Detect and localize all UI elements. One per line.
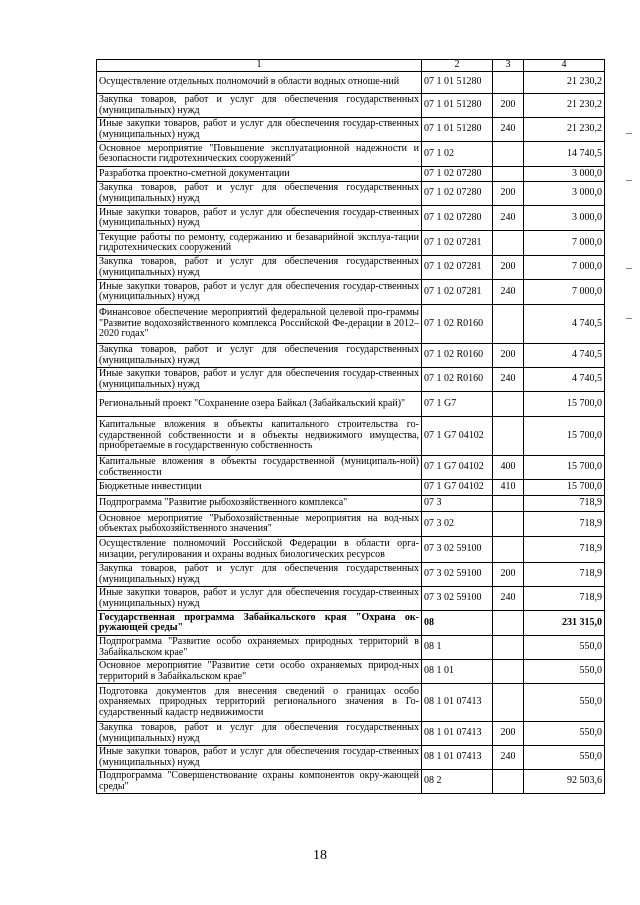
row-code-cell: 07 3 02 59100 — [422, 587, 493, 611]
row-code-cell: 07 1 02 R0160 — [422, 344, 493, 368]
row-expense-type-cell — [493, 660, 524, 684]
table-row — [97, 636, 605, 660]
row-name-cell: Закупка товаров, работ и услуг для обеспечения государственных (муниципальных) нужд — [97, 722, 422, 746]
row-name-cell: Подпрограмма "Совершенствование охраны компонентов окру-жающей среды" — [97, 770, 422, 794]
row-expense-type-cell: 410 — [493, 480, 524, 496]
row-sum-cell: 21 230,2 — [524, 118, 605, 142]
row-code-cell: 07 1 G7 04102 — [422, 417, 493, 456]
row-sum-cell: 4 740,5 — [524, 368, 605, 392]
row-name-cell: Капитальные вложения в объекты капитального строительства го-сударственной собственности и в объекты недвижимого имущества, приобретаемые в государственную собственность — [97, 417, 422, 456]
row-name-cell: Осуществление отдельных полномочий в области водных отноше-ний — [97, 72, 422, 94]
row-name-cell: Текущие работы по ремонту, содержанию и безаварийной эксплуа-тации гидротехнических сооружений — [97, 231, 422, 256]
table-row — [97, 305, 605, 344]
row-code-cell: 08 1 — [422, 636, 493, 660]
row-name-cell: Финансовое обеспечение мероприятий федеральной целевой про-граммы "Развитие водохозяйственного комплекса Российской Фе-дерации в 2012–2020 годах" — [97, 305, 422, 344]
row-code-cell: 07 1 02 R0160 — [422, 368, 493, 392]
table-row — [97, 344, 605, 368]
row-name-cell: Основное мероприятие "Повышение эксплуатационной надежности и безопасности гидротехнических сооружений" — [97, 142, 422, 167]
table-row — [97, 512, 605, 537]
row-name-cell: Закупка товаров, работ и услуг для обеспечения государственных (муниципальных) нужд — [97, 563, 422, 587]
row-name-cell: Подпрограмма "Развитие особо охраняемых природных территорий в Забайкальском крае" — [97, 636, 422, 660]
table-row — [97, 480, 605, 496]
row-code-cell: 07 1 G7 — [422, 392, 493, 417]
table-row — [97, 587, 605, 611]
row-expense-type-cell — [493, 496, 524, 512]
table-row — [97, 142, 605, 167]
row-expense-type-cell: 200 — [493, 344, 524, 368]
row-name-cell: Закупка товаров, работ и услуг для обеспечения государственных (муниципальных) нужд — [97, 344, 422, 368]
header-col-2: 2 — [422, 60, 493, 72]
row-expense-type-cell: 200 — [493, 563, 524, 587]
row-name-cell: Подпрограмма "Развитие рыбохозяйственного комплекса" — [97, 496, 422, 512]
table-row — [97, 256, 605, 280]
row-expense-type-cell — [493, 142, 524, 167]
row-name-cell: Разработка проектно-сметной документации — [97, 167, 422, 182]
row-name-cell: Закупка товаров, работ и услуг для обеспечения государственных (муниципальных) нужд — [97, 182, 422, 206]
scan-edge-mark — [626, 180, 632, 181]
table-row — [97, 722, 605, 746]
row-sum-cell: 231 315,0 — [524, 611, 605, 636]
row-expense-type-cell: 200 — [493, 94, 524, 118]
row-expense-type-cell — [493, 231, 524, 256]
row-code-cell: 07 3 02 59100 — [422, 563, 493, 587]
row-sum-cell: 550,0 — [524, 636, 605, 660]
row-expense-type-cell: 240 — [493, 368, 524, 392]
table-row — [97, 563, 605, 587]
budget-table-body — [97, 60, 605, 794]
row-sum-cell: 550,0 — [524, 684, 605, 722]
table-row — [97, 94, 605, 118]
row-sum-cell: 550,0 — [524, 746, 605, 770]
row-name-cell: Капитальные вложения в объекты государственной (муниципаль-ной) собственности — [97, 456, 422, 480]
table-row — [97, 611, 605, 636]
row-sum-cell: 7 000,0 — [524, 256, 605, 280]
row-code-cell: 07 3 — [422, 496, 493, 512]
row-name-cell: Государственная программа Забайкальского края "Охрана ок-ружающей среды" — [97, 611, 422, 636]
row-code-cell: 07 1 02 07281 — [422, 231, 493, 256]
row-sum-cell: 4 740,5 — [524, 344, 605, 368]
header-col-1: 1 — [97, 60, 422, 72]
row-sum-cell: 21 230,2 — [524, 72, 605, 94]
row-sum-cell: 3 000,0 — [524, 182, 605, 206]
row-sum-cell: 21 230,2 — [524, 94, 605, 118]
row-name-cell: Иные закупки товаров, работ и услуг для обеспечения государ-ственных (муниципальных) нужд — [97, 206, 422, 231]
row-code-cell: 08 1 01 07413 — [422, 684, 493, 722]
row-code-cell: 08 — [422, 611, 493, 636]
table-row — [97, 72, 605, 94]
table-row — [97, 280, 605, 305]
row-expense-type-cell: 200 — [493, 182, 524, 206]
row-code-cell: 07 3 02 — [422, 512, 493, 537]
row-sum-cell: 718,9 — [524, 563, 605, 587]
header-col-3: 3 — [493, 60, 524, 72]
page-number: 18 — [313, 848, 327, 863]
row-expense-type-cell — [493, 72, 524, 94]
row-expense-type-cell: 240 — [493, 746, 524, 770]
row-sum-cell: 718,9 — [524, 512, 605, 537]
row-name-cell: Иные закупки товаров, работ и услуг для обеспечения государ-ственных (муниципальных) нужд — [97, 587, 422, 611]
row-name-cell: Закупка товаров, работ и услуг для обеспечения государственных (муниципальных) нужд — [97, 256, 422, 280]
budget-table — [96, 59, 605, 794]
row-expense-type-cell — [493, 512, 524, 537]
table-row — [97, 392, 605, 417]
table-row — [97, 118, 605, 142]
row-expense-type-cell: 240 — [493, 280, 524, 305]
row-code-cell: 07 1 01 51280 — [422, 72, 493, 94]
row-sum-cell: 718,9 — [524, 496, 605, 512]
row-code-cell: 08 1 01 07413 — [422, 746, 493, 770]
row-sum-cell: 550,0 — [524, 722, 605, 746]
table-header-row — [97, 60, 605, 72]
table-row — [97, 182, 605, 206]
row-code-cell: 07 1 01 51280 — [422, 94, 493, 118]
row-expense-type-cell — [493, 417, 524, 456]
table-row — [97, 206, 605, 231]
table-row — [97, 684, 605, 722]
scan-edge-mark — [626, 133, 632, 134]
row-expense-type-cell: 200 — [493, 256, 524, 280]
row-sum-cell: 3 000,0 — [524, 167, 605, 182]
row-expense-type-cell: 240 — [493, 587, 524, 611]
row-name-cell: Иные закупки товаров, работ и услуг для обеспечения государ-ственных (муниципальных) нужд — [97, 118, 422, 142]
header-col-4: 4 — [524, 60, 605, 72]
row-expense-type-cell: 400 — [493, 456, 524, 480]
row-sum-cell: 3 000,0 — [524, 206, 605, 231]
row-expense-type-cell — [493, 167, 524, 182]
row-sum-cell: 14 740,5 — [524, 142, 605, 167]
row-name-cell: Закупка товаров, работ и услуг для обеспечения государственных (муниципальных) нужд — [97, 94, 422, 118]
scan-edge-mark — [626, 318, 632, 319]
scan-edge-mark — [626, 268, 632, 269]
table-row — [97, 496, 605, 512]
row-code-cell: 07 1 02 07281 — [422, 256, 493, 280]
table-row — [97, 456, 605, 480]
table-row — [97, 770, 605, 794]
row-expense-type-cell — [493, 392, 524, 417]
row-code-cell: 07 3 02 59100 — [422, 537, 493, 563]
table-row — [97, 746, 605, 770]
row-name-cell: Иные закупки товаров, работ и услуг для обеспечения государ-ственных (муниципальных) нужд — [97, 368, 422, 392]
row-name-cell: Региональный проект "Сохранение озера Байкал (Забайкальский край)" — [97, 392, 422, 417]
row-code-cell: 08 1 01 07413 — [422, 722, 493, 746]
row-expense-type-cell — [493, 636, 524, 660]
row-name-cell: Иные закупки товаров, работ и услуг для обеспечения государ-ственных (муниципальных) нужд — [97, 280, 422, 305]
row-name-cell: Подготовка документов для внесения сведений о границах особо охраняемых природных территорий регионального значения в Го-сударственный кадастр недвижимости — [97, 684, 422, 722]
row-sum-cell: 15 700,0 — [524, 480, 605, 496]
row-code-cell: 07 1 01 51280 — [422, 118, 493, 142]
row-sum-cell: 15 700,0 — [524, 417, 605, 456]
row-sum-cell: 7 000,0 — [524, 280, 605, 305]
row-code-cell: 07 1 02 07280 — [422, 167, 493, 182]
row-expense-type-cell: 240 — [493, 118, 524, 142]
row-name-cell: Основное мероприятие "Рыбохозяйственные мероприятия на вод-ных объектах рыбохозяйственного значения" — [97, 512, 422, 537]
table-row — [97, 167, 605, 182]
row-code-cell: 08 1 01 — [422, 660, 493, 684]
row-expense-type-cell: 240 — [493, 206, 524, 231]
row-expense-type-cell — [493, 305, 524, 344]
row-sum-cell: 15 700,0 — [524, 392, 605, 417]
row-name-cell: Иные закупки товаров, работ и услуг для обеспечения государ-ственных (муниципальных) нужд — [97, 746, 422, 770]
row-code-cell: 07 1 02 — [422, 142, 493, 167]
row-sum-cell: 15 700,0 — [524, 456, 605, 480]
row-name-cell: Основное мероприятие "Развитие сети особо охраняемых природ-ных территорий в Забайкальском крае" — [97, 660, 422, 684]
table-row — [97, 231, 605, 256]
row-expense-type-cell: 200 — [493, 722, 524, 746]
row-expense-type-cell — [493, 611, 524, 636]
row-sum-cell: 4 740,5 — [524, 305, 605, 344]
table-row — [97, 537, 605, 563]
row-expense-type-cell — [493, 684, 524, 722]
row-code-cell: 07 1 02 R0160 — [422, 305, 493, 344]
row-code-cell: 07 1 G7 04102 — [422, 480, 493, 496]
table-row — [97, 660, 605, 684]
row-code-cell: 07 1 02 07280 — [422, 206, 493, 231]
table-row — [97, 368, 605, 392]
row-name-cell: Бюджетные инвестиции — [97, 480, 422, 496]
row-sum-cell: 550,0 — [524, 660, 605, 684]
row-code-cell: 07 1 02 07281 — [422, 280, 493, 305]
row-sum-cell: 718,9 — [524, 537, 605, 563]
row-expense-type-cell — [493, 770, 524, 794]
row-code-cell: 08 2 — [422, 770, 493, 794]
row-code-cell: 07 1 02 07280 — [422, 182, 493, 206]
table-row — [97, 417, 605, 456]
row-sum-cell: 7 000,0 — [524, 231, 605, 256]
row-sum-cell: 718,9 — [524, 587, 605, 611]
row-sum-cell: 92 503,6 — [524, 770, 605, 794]
row-name-cell: Осуществление полномочий Российской Федерации в области орга-низации, регулирования и охраны водных биологических ресурсов — [97, 537, 422, 563]
row-expense-type-cell — [493, 537, 524, 563]
row-code-cell: 07 1 G7 04102 — [422, 456, 493, 480]
